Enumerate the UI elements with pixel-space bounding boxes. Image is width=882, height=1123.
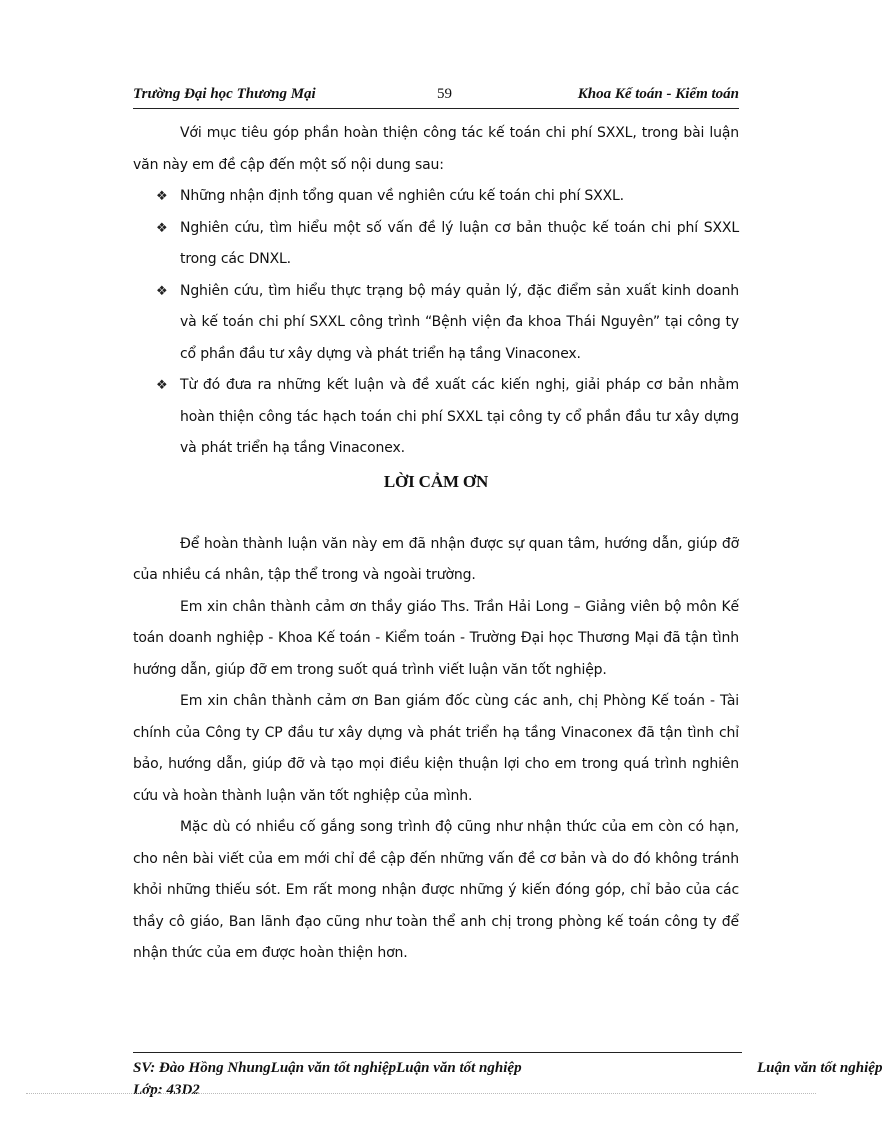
diamond-bullet-icon: ❖	[156, 220, 168, 236]
list-item-text: Nghiên cứu, tìm hiểu thực trạng bộ máy quản lý, đặc điểm sản xuất kinh doanh và kế toán chi phí SXXL công trình “Bệnh viện đa khoa Thái Nguyên” tại công ty cổ phần đầu tư xây dựng và phát triển hạ tầng Vinaconex.	[180, 282, 739, 362]
list-item	[133, 181, 739, 213]
paragraph: Em xin chân thành cảm ơn Ban giám đốc cùng các anh, chị Phòng Kế toán - Tài chính của Công ty CP đầu tư xây dựng và phát triển hạ tầng Vinaconex đã tận tình chỉ bảo, hướng dẫn, giúp đỡ và tạo mọi điều kiện thuận lợi cho em trong quá trình nghiên cứu và hoàn thành luận văn tốt nghiệp của mình.	[133, 693, 739, 804]
paragraph: Để hoàn thành luận văn này em đã nhận được sự quan tâm, hướng dẫn, giúp đỡ của nhiều cá nhân, tập thể trong và ngoài trường.	[133, 535, 739, 583]
page-number: 59	[437, 86, 452, 102]
diamond-bullet-icon: ❖	[156, 283, 168, 299]
class-info: Lớp: 43D2	[133, 1082, 200, 1098]
faculty-name: Khoa Kế toán - Kiểm toán	[577, 86, 739, 102]
footer-right-text: Luận văn tốt nghiệp	[757, 1060, 882, 1076]
page-header	[133, 84, 739, 109]
footer-divider	[133, 1052, 742, 1053]
intro-paragraph: Với mục tiêu góp phần hoàn thiện công tác kế toán chi phí SXXL, trong bài luận văn này em đề cập đến một số nội dung sau:	[133, 125, 739, 173]
student-info: SV: Đào Hồng NhungLuận văn tốt nghiệpLuận văn tốt nghiệp	[133, 1060, 522, 1076]
list-item-text: Những nhận định tổng quan về nghiên cứu kế toán chi phí SXXL.	[180, 188, 624, 204]
page-body	[133, 118, 739, 970]
section-title: LỜI CẢM ƠN	[383, 471, 489, 491]
list-item	[133, 370, 739, 465]
school-name: Trường Đại học Thương Mại	[133, 86, 316, 102]
list-item	[133, 276, 739, 371]
footer-dotted-divider	[26, 1093, 816, 1094]
diamond-bullet-icon: ❖	[156, 189, 168, 204]
objectives-list	[133, 181, 739, 465]
list-item	[133, 213, 739, 276]
diamond-bullet-icon: ❖	[156, 378, 168, 393]
list-item-text: Nghiên cứu, tìm hiểu một số vấn đề lý luận cơ bản thuộc kế toán chi phí SXXL trong các DNXL.	[180, 219, 739, 267]
paragraph: Mặc dù có nhiều cố gắng song trình độ cũng như nhận thức của em còn có hạn, cho nên bài viết của em mới chỉ đề cập đến những vấn đề cơ bản và do đó không tránh khỏi những thiếu sót. Em rất mong nhận được những ý kiến đóng góp, chỉ bảo của các thầy cô giáo, Ban lãnh đạo cũng như toàn thể anh chị trong phòng kế toán công ty để nhận thức của em được hoàn thiện hơn.	[133, 819, 739, 961]
list-item-text: Từ đó đưa ra những kết luận và đề xuất các kiến nghị, giải pháp cơ bản nhằm hoàn thiện công tác hạch toán chi phí SXXL tại công ty cổ phần đầu tư xây dựng và phát triển hạ tầng Vinaconex.	[180, 377, 739, 456]
paragraph: Em xin chân thành cảm ơn thầy giáo Ths. Trần Hải Long – Giảng viên bộ môn Kế toán doanh nghiệp - Khoa Kế toán - Kiểm toán - Trường Đại học Thương Mại đã tận tình hướng dẫn, giúp đỡ em trong suốt quá trình viết luận văn tốt nghiệp.	[133, 598, 739, 678]
